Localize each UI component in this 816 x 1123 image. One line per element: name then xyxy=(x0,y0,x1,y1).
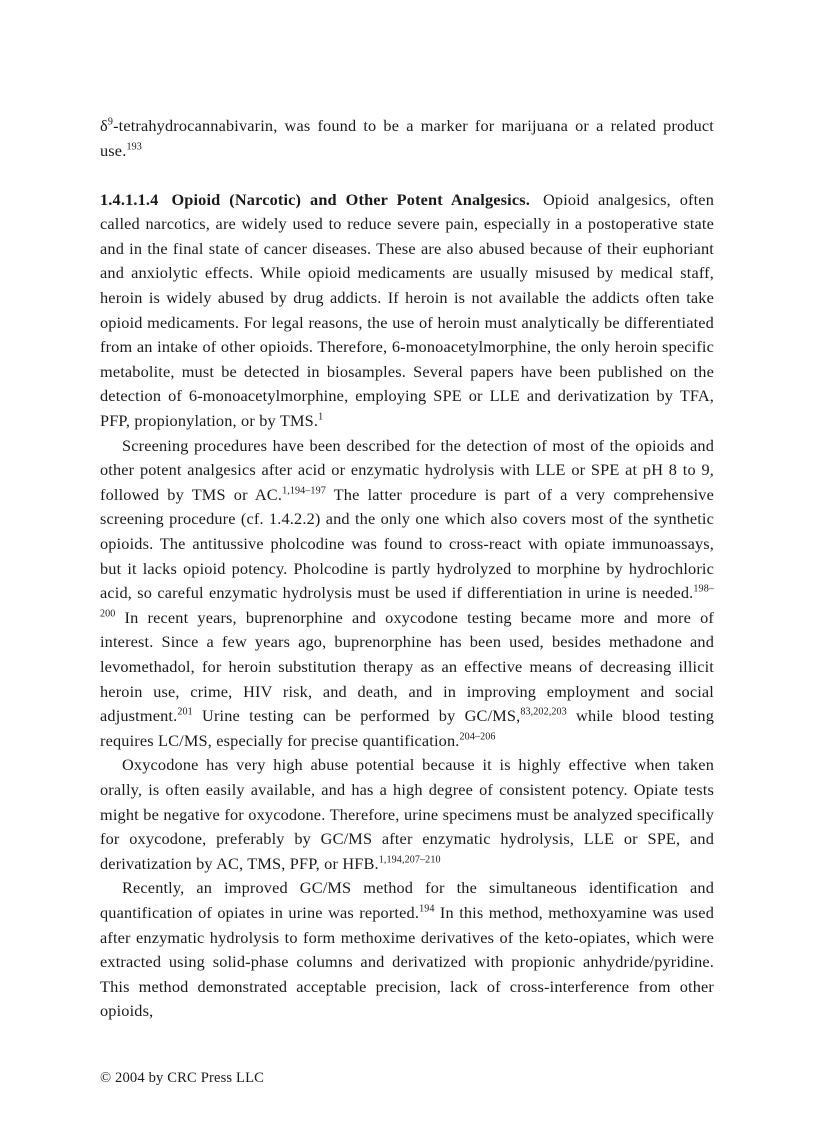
reference-marker: 198–200 xyxy=(100,583,714,620)
section-body-text: Opioid analgesics, often called narcotics, are widely used to reduce severe pain, especially in a postoperative state and in the final state of cancer diseases. These are also abused because of their euphoriant and anxiolytic effects. While opioid medicaments are usually misused by medical staff, heroin is widely abused by drug addicts. If heroin is not available the addicts often take opioid medicaments. For legal reasons, the use of heroin must analytically be differentiated from an intake of other opioids. Therefore, 6-monoacetylmorphine, the only heroin specific metabolite, must be detected in biosamples. Several papers have been published on the detection of 6-monoacetylmorphine, employing SPE or LLE and derivatization by TFA, PFP, propionylation, or by TMS. xyxy=(100,189,714,431)
reference-marker: 1 xyxy=(318,411,324,423)
paragraph-segment: The latter procedure is part of a very comprehensive screening procedure (cf. 1.4.2.2) and the only one which also covers most of the synthetic opioids. The antitussive pholcodine was found to cross-react with opiate immunoassays, but it lacks opioid potency. Pholcodine is partly hydrolyzed to morphine by hydrochloric acid, so careful enzymatic hydrolysis must be used if differentiation in urine is needed. xyxy=(100,484,714,603)
reference-marker: 83,202,203 xyxy=(520,706,567,718)
section-paragraph xyxy=(100,188,714,434)
paragraph-segment: while blood testing requires LC/MS, especially for precise quantification. xyxy=(100,706,714,750)
paragraph-continuation xyxy=(100,114,714,163)
reference-marker: 1,194,207–210 xyxy=(378,854,441,866)
text-column xyxy=(100,114,714,1024)
paragraph-oxycodone xyxy=(100,753,714,876)
delta-superscript: 9 xyxy=(107,116,114,128)
paragraph-segment: Oxycodone has very high abuse potential because it is highly effective when taken orally, is often easily available, and has a high degree of consistent potency. Opiate tests might be negative for oxycodone. Therefore, urine specimens must be analyzed specifically for oxycodone, preferably by GC/MS after enzymatic hydrolysis, LLE or SPE, and derivatization by AC, TMS, PFP, or HFB. xyxy=(100,755,714,873)
paragraph-screening xyxy=(100,434,714,754)
page-footer: © 2004 by CRC Press LLC xyxy=(100,1070,265,1086)
paragraph-segment: In recent years, buprenorphine and oxycodone testing became more and more of interest. Since a few years ago, buprenorphine has been used, besides methadone and levomethadol, for heroin substitution therapy as an effective means of decreasing illicit heroin use, crime, HIV risk, and death, and in improving employment and social adjustment. xyxy=(100,607,714,726)
section-number: 1.4.1.1.4 xyxy=(100,189,159,209)
reference-marker: 1,194–197 xyxy=(282,485,326,497)
paragraph-continuation-text: -tetrahydrocannabivarin, was found to be a marker for marijuana or a related product use. xyxy=(100,116,714,160)
section-title: Opioid (Narcotic) and Other Potent Analgesics. xyxy=(171,189,530,209)
paragraph-recent-method xyxy=(100,876,714,1024)
paragraph-segment: In this method, methoxyamine was used after enzymatic hydrolysis to form methoxime derivatives of the keto-opiates, which were extracted using solid-phase columns and derivatized with propionic anhydride/pyridine. This method demonstrated acceptable precision, lack of cross-interference from other opioids, xyxy=(100,902,714,1021)
delta-symbol: δ xyxy=(100,116,108,135)
paragraph-segment: Recently, an improved GC/MS method for the simultaneous identification and quantification of opiates in urine was reported. xyxy=(100,878,714,922)
reference-marker: 201 xyxy=(177,706,193,718)
reference-marker: 204–206 xyxy=(459,731,496,743)
reference-marker: 193 xyxy=(126,141,142,153)
reference-marker: 194 xyxy=(419,903,435,915)
paragraph-segment: Urine testing can be performed by GC/MS, xyxy=(192,706,521,726)
paragraph-segment: Screening procedures have been described for the detection of most of the opioids and other potent analgesics after acid or enzymatic hydrolysis with LLE or SPE at pH 8 to 9, followed by TMS or AC. xyxy=(100,435,714,504)
